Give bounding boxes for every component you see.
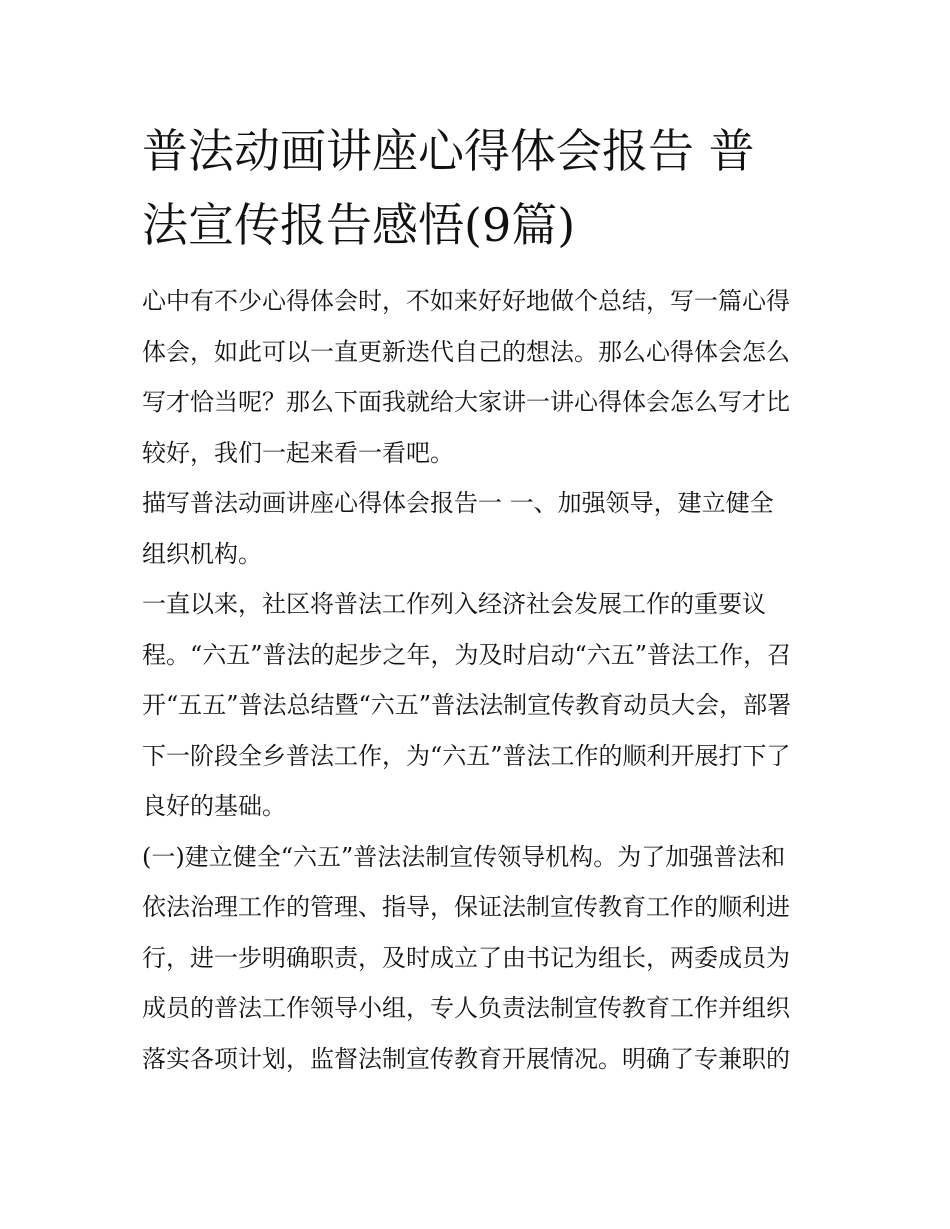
title-line: 普法动画讲座心得体会报告 普 bbox=[142, 124, 755, 178]
paragraph-overview bbox=[142, 579, 822, 832]
text-line: 成员的普法工作领导小组，专人负责法制宣传教育工作并组织 bbox=[142, 994, 790, 1022]
text-line: 开“五五”普法总结暨“六五”普法法制宣传教育动员大会，部署 bbox=[142, 691, 792, 719]
text-line: 落实各项计划，监督法制宣传教育开展情况。明确了专兼职的 bbox=[142, 1044, 790, 1073]
text-line: 行，进一步明确职责，及时成立了由书记为组长，两委成员为 bbox=[142, 943, 790, 972]
text-line: 程。“六五”普法的起步之年，为及时启动“六五”普法工作，召 bbox=[142, 640, 792, 669]
document-title bbox=[142, 114, 822, 262]
text-line: 下一阶段全乡普法工作，为“六五”普法工作的顺利开展打下了 bbox=[142, 741, 791, 770]
title-line: 法宣传报告感悟(9篇) bbox=[142, 198, 576, 252]
paragraph-leadership bbox=[142, 832, 822, 1085]
text-line: 较好，我们一起来看一看吧。 bbox=[142, 438, 454, 467]
document-body bbox=[142, 276, 822, 1084]
text-line: 心中有不少心得体会时，不如来好好地做个总结，写一篇心得 bbox=[142, 287, 790, 315]
paragraph-intro bbox=[142, 276, 822, 478]
text-line: 良好的基础。 bbox=[142, 792, 286, 820]
text-line: 写才恰当呢？那么下面我就给大家讲一讲心得体会怎么写才比 bbox=[142, 388, 790, 416]
text-line: 一直以来，社区将普法工作列入经济社会发展工作的重要议 bbox=[142, 590, 766, 618]
text-line: 组织机构。 bbox=[142, 539, 262, 568]
text-line: 描写普法动画讲座心得体会报告一 一、加强领导，建立健全 bbox=[142, 489, 774, 517]
text-line: (一)建立健全“六五”普法法制宣传领导机构。为了加强普法和 bbox=[142, 842, 786, 871]
text-line: 依法治理工作的管理、指导，保证法制宣传教育工作的顺利进 bbox=[142, 893, 790, 921]
text-line: 体会，如此可以一直更新迭代自己的想法。那么心得体会怎么 bbox=[142, 337, 790, 366]
paragraph-section-heading bbox=[142, 478, 822, 579]
